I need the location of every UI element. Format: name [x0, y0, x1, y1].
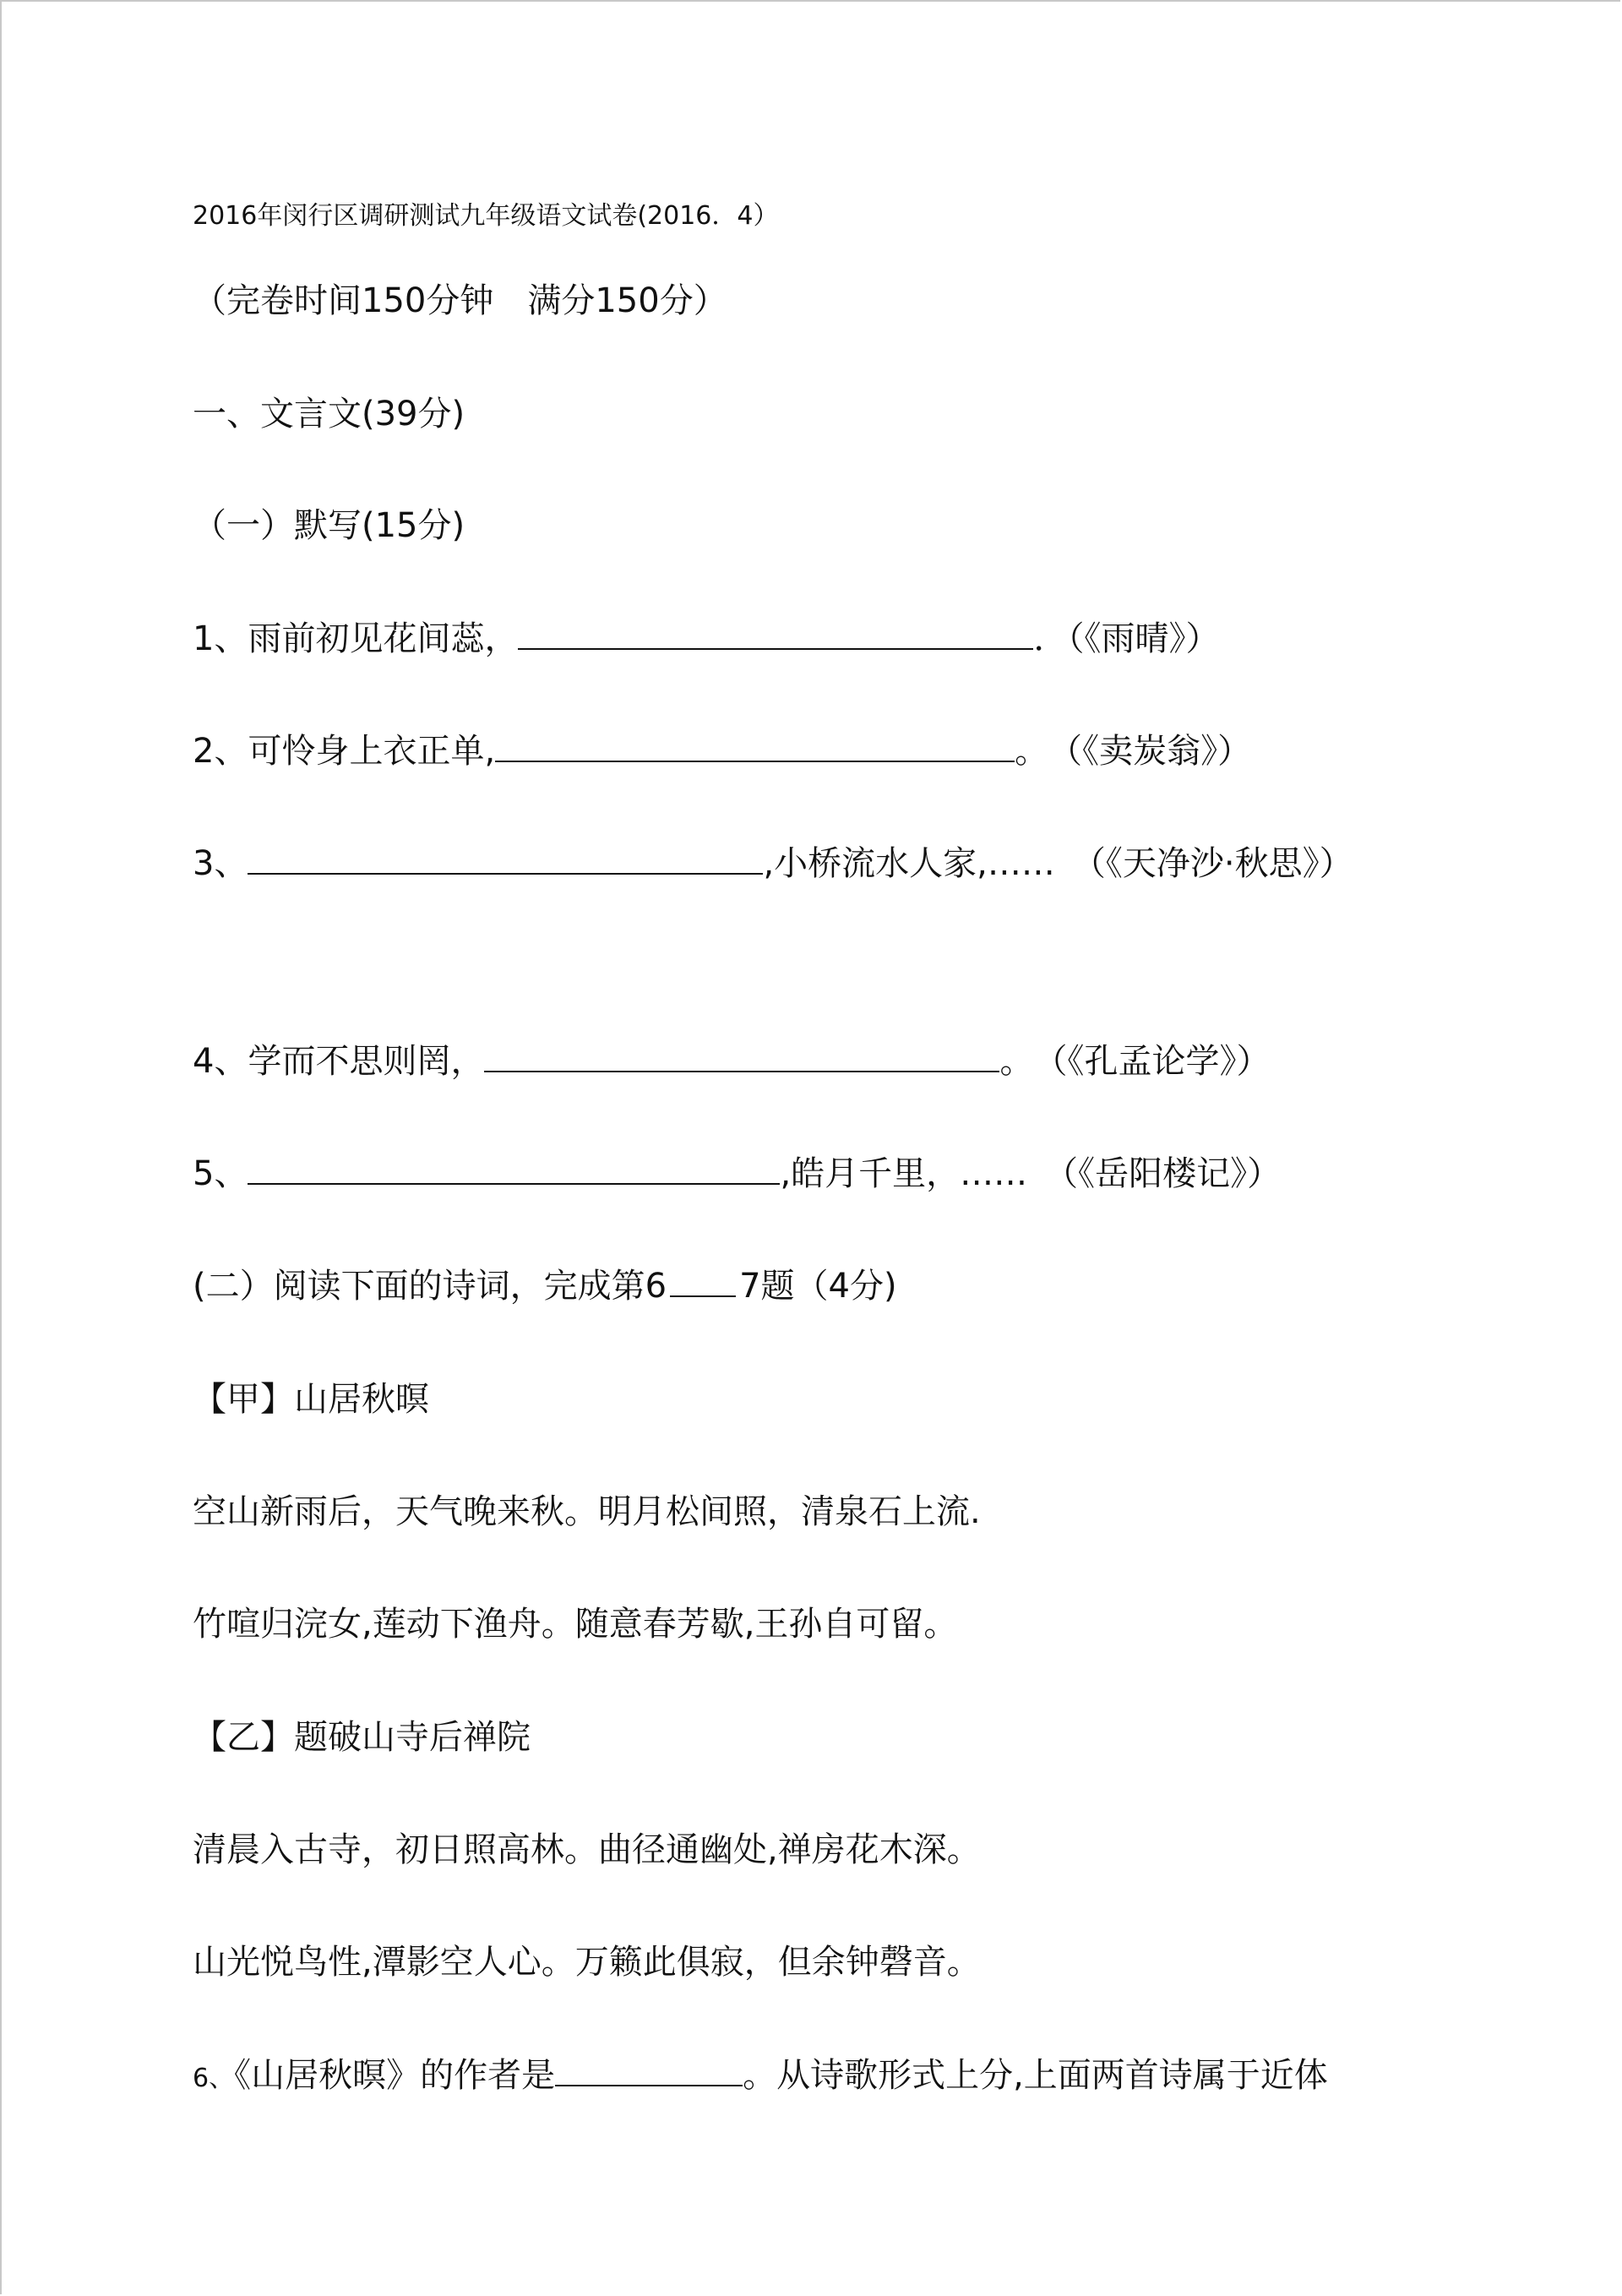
question-1-suffix: ．（《雨晴》） — [1033, 619, 1220, 658]
poem-jia-line-1: 空山新雨后，天气晚来秋。明月松间照，清泉石上流. — [193, 1492, 981, 1531]
question-3 — [193, 840, 1353, 887]
question-6-prefix: 《山居秋暝》的作者是 — [234, 2056, 556, 2095]
question-6-suffix: 。从诗歌形式上分,上面两首诗属于近体 — [743, 2056, 1328, 2095]
question-6 — [193, 2052, 1328, 2102]
poem-yi-line-1: 清晨入古寺，初日照高林。曲径通幽处,禅房花木深。 — [193, 1830, 981, 1869]
question-2-prefix: 2、可怜身上衣正单, — [193, 732, 496, 771]
exam-subtitle: （完卷时间150分钟 满分150分） — [193, 281, 727, 320]
question-5-blank[interactable] — [248, 1151, 780, 1185]
part2-heading-end: 7题（4分) — [739, 1267, 897, 1306]
poem-jia-title: 【甲】山居秋暝 — [193, 1380, 429, 1419]
question-4-suffix: 。 （《孔孟论学》） — [999, 1042, 1271, 1081]
poem-yi-line-2: 山光悦鸟性,潭影空人心。万籁此俱寂，但余钟磬音。 — [193, 1943, 981, 1982]
question-3-suffix: ,小桥流水人家,…… （《天净沙·秋思》） — [763, 844, 1353, 883]
part-heading: （一）默写(15分) — [193, 506, 465, 545]
poem-jia-line-2: 竹喧归浣女,莲动下渔舟。随意春芳歇,王孙自可留。 — [193, 1605, 958, 1644]
question-6-number: 6、 — [193, 2064, 235, 2093]
question-6-blank[interactable] — [555, 2053, 743, 2086]
question-3-blank[interactable] — [248, 841, 763, 875]
question-2-blank[interactable] — [495, 728, 1015, 762]
question-4-blank[interactable] — [484, 1039, 999, 1072]
question-3-prefix: 3、 — [193, 844, 248, 883]
exam-title: 2016年闵行区调研测试九年级语文试卷(2016．4） — [193, 201, 779, 231]
question-1-prefix: 1、雨前初见花间蕊， — [193, 619, 519, 658]
question-1-blank[interactable] — [518, 616, 1033, 650]
question-5-prefix: 5、 — [193, 1154, 248, 1193]
part2-heading — [193, 1263, 897, 1310]
poem-yi-title: 【乙】题破山寺后禅院 — [193, 1718, 531, 1757]
range-dash — [670, 1277, 736, 1297]
question-1 — [193, 615, 1219, 663]
question-4-prefix: 4、学而不思则罔， — [193, 1042, 485, 1081]
question-5 — [193, 1150, 1281, 1197]
section-heading: 一、文言文(39分) — [193, 395, 465, 434]
question-2-suffix: 。 （《卖炭翁》） — [1015, 732, 1252, 771]
question-5-suffix: ,皓月千里，…… （《岳阳楼记》） — [780, 1154, 1282, 1193]
question-4 — [193, 1038, 1270, 1085]
part2-heading-start: (二）阅读下面的诗词，完成第6 — [193, 1267, 667, 1306]
question-2 — [193, 728, 1251, 775]
